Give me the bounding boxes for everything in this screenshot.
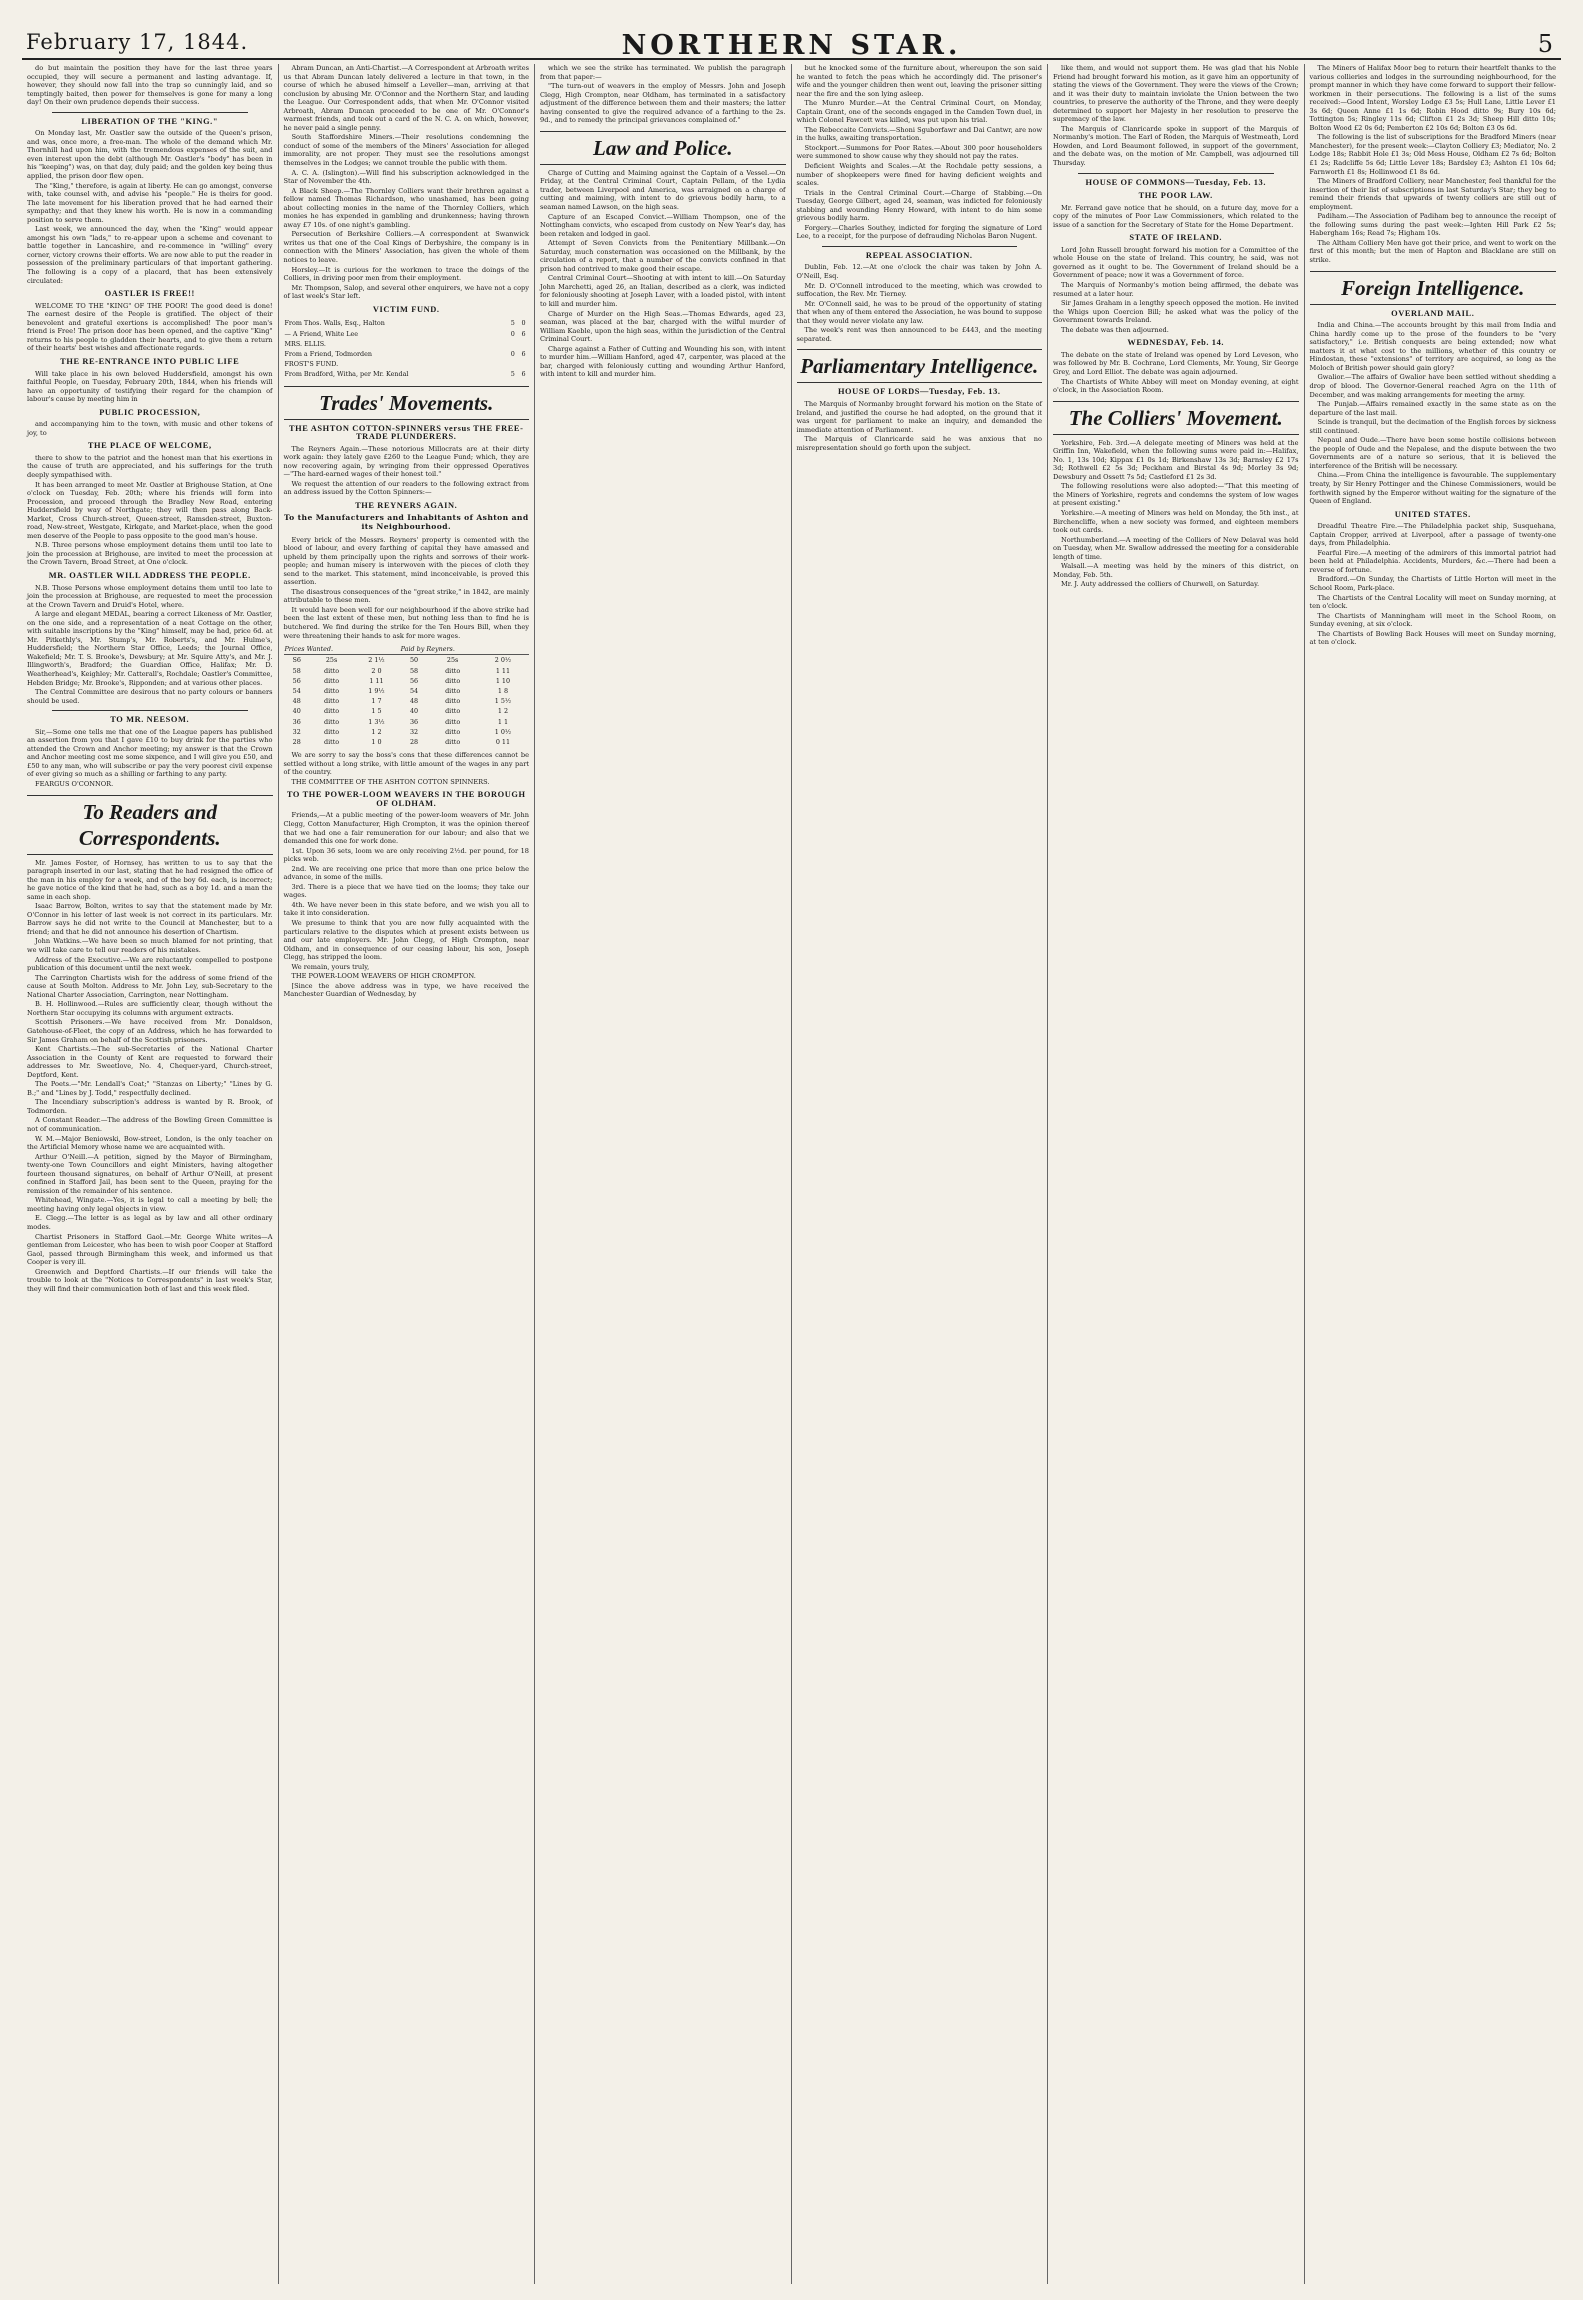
paragraph: Mr. O'Connell said, he was to be proud of the opportunity of stating that when any of them entered the Association, he was bound to suppose that they would never violate any law.	[796, 299, 1042, 325]
page-number: 5	[1537, 30, 1553, 58]
prices-cell: ditto	[445, 686, 461, 695]
paragraph: South Staffordshire Miners.—Their resolutions condemning the conduct of some of the members of the Miners' Association for alleged immorality, are not proper. They must see the resolutions amongst themselves in the Lodges; we cannot trouble the public with them.	[283, 133, 529, 168]
prices-cell: 1 3½	[368, 717, 385, 726]
article-heading: WEDNESDAY, Feb. 14.	[1127, 338, 1225, 348]
prices-cell: ditto	[324, 707, 340, 716]
paragraph: The disastrous consequences of the "great strike," in 1842, are mainly attributable to these men.	[283, 587, 529, 605]
paragraph: India and China.—The accounts brought by this mail from India and China hardly come up to the prose of the founders to be "very satisfactory," i.e. British conquests are being extended; now what matters it at what cost to the millions, whether of this country or Hindostan, these "extensions" of territory are acquired, so long as the Moloch of British power should gain glory?	[1309, 321, 1556, 372]
prices-row	[284, 706, 530, 716]
prices-cell: ditto	[324, 727, 340, 736]
article-heading: THE RE-ENTRANCE INTO PUBLIC LIFE	[60, 356, 240, 366]
prices-cell: 54	[292, 686, 301, 695]
prices-row	[284, 676, 530, 686]
article-heading: OASTLER IS FREE!!	[104, 289, 195, 299]
paragraph: China.—From China the intelligence is favourable. The supplementary treaty, by Sir Henry Pottinger and the Chinese Commissioners, would be forthwith signed by the Emperor without waiting for the signature of the Queen of England.	[1309, 471, 1556, 506]
paragraph: Charge of Cutting and Maiming against the Captain of a Vessel.—On Friday, at the Central Criminal Court, Captain Pellam, of the Lydia trader, between Liverpool and America, was arraigned on a charge of cutting and maiming, with intent to do grievous bodily harm, to a seaman named Lawson, on the high seas.	[540, 168, 786, 212]
subheading: To the Manufacturers and Inhabitants of Ashton and its Neighbourhood.	[283, 513, 529, 531]
paragraph: A Constant Reader.—The address of the Bowling Green Committee is not of communication.	[27, 1116, 273, 1133]
paragraph: Capture of an Escaped Convict.—William Thompson, one of the Nottingham convicts, who escaped from custody on New Year's day, has been retaken and lodged in gaol.	[540, 212, 786, 238]
paragraph: We are sorry to say the boss's cons that these differences cannot be settled without a long strike, with little amount of the wages in any part of the country.	[283, 751, 529, 777]
paragraph: Scottish Prisoners.—We have received from Mr. Donaldson, Gatehouse-of-Fleet, the copy of an Address, which he has forwarded to Sir James Graham on behalf of the Scottish prisoners.	[27, 1018, 273, 1044]
paragraph: The Marquis of Normanby brought forward his motion on the State of Ireland, and justified the course he had adopted, on the ground that it was urgent for parliament to make an inquiry, and demanded the immediate attention of Parliament.	[796, 399, 1042, 434]
paragraph: Forgery.—Charles Southey, indicted for forging the signature of Lord Lee, to a receipt, for the purpose of defrauding Nicholas Baron Nugent.	[796, 223, 1042, 241]
paragraph: Isaac Barrow, Bolton, writes to say that the statement made by Mr. O'Connor in his letter of last week is not correct in its particulars. Mr. Barrow says he did not write to the Council at Manchester, but to a friend; and that he did not announce his desertion of Chartism.	[27, 902, 273, 936]
prices-row	[284, 666, 530, 676]
fund-cell: 6	[521, 329, 526, 338]
paragraph: Yorkshire.—A meeting of Miners was held on Monday, the 5th inst., at Birchencliffe, when a new society was formed, and eighteen members took out cards.	[1053, 508, 1299, 535]
paragraph: The Miners of Halifax Moor beg to return their heartfelt thanks to the various collieries and lodges in the surrounding neighbourhood, for the prompt manner in which they have come forward to support their fellow-workmen in their persecutions. The following is a list of the sums received:—Good Intent, Worsley Lodge £3 5s; Hull Lane, Little Lever £1 3s 6d; Queen Anne £1 1s 6d; Robin Hood ditto 9s; Bury 10s 6d; Tottington 5s; Ringley 11s 6d; Clifton £1 2s 3d; Sheep Hill ditto 10s; Bolton Wood £2 0s 6d; Pemberton £2 10s 6d; Bolton £3 0s 6d.	[1309, 64, 1556, 132]
prices-cell: 2 0	[371, 666, 382, 675]
paragraph: Charge against a Father of Cutting and Wounding his son, with intent to murder him.—William Hanford, aged 47, carpenter, was placed at the bar, charged with feloniously cutting and wounding Arthur Hanford, with intent to kill and murder him.	[540, 344, 786, 379]
paragraph: FEARGUS O'CONNOR.	[35, 780, 114, 789]
prices-cell: 25s	[325, 656, 338, 665]
paragraph: and accompanying him to the town, with music and other tokens of joy, to	[27, 420, 273, 437]
paragraph: The Punjab.—Affairs remained exactly in the same state as on the departure of the last mail.	[1309, 400, 1556, 417]
paragraph: Address of the Executive.—We are reluctantly compelled to postpone publication of this document until the next week.	[27, 955, 273, 973]
masthead	[22, 28, 1561, 60]
prices-row	[284, 727, 530, 737]
fund-row	[284, 349, 530, 359]
paragraph: Gwalior.—The affairs of Gwalior have been settled without shedding a drop of blood. The Governor-General reached Agra on the 11th of December, and was making arrangements for meeting the army.	[1309, 373, 1556, 399]
column-2	[279, 64, 536, 2284]
paragraph: which we see the strike has terminated. We publish the paragraph from that paper:—	[540, 64, 786, 81]
prices-cell: ditto	[324, 697, 340, 706]
prices-cell: S6	[292, 656, 301, 665]
fund-cell: 6	[521, 349, 526, 358]
prices-cell: 1 2	[371, 727, 382, 736]
paragraph: like them, and would not support them. He was glad that his Noble Friend had brought forward his motion, as it gave him an opportunity of stating the views of the Government. They were the views of the Crown; and it was their duty to maintain inviolate the Union between the two countries, to preserve the authority of the Throne, and they were deeply determined to support her Majesty in her resolution to preserve the supremacy of the law.	[1053, 64, 1299, 124]
paragraph: The Chartists of White Abbey will meet on Monday evening, at eight o'clock, in the Association Room.	[1053, 377, 1299, 395]
fund-cell	[518, 339, 529, 349]
paragraph: Chartist Prisoners in Stafford Gaol.—Mr. George White writes—A gentleman from Leicester, who has been to wish poor Cooper at Stafford Gaol, passed through Birmingham this week, and informed us that Cooper is very ill.	[27, 1232, 273, 1267]
fund-row	[284, 339, 530, 349]
article-heading: THE ASHTON COTTON-SPINNERS versus THE FREE-TRADE PLUNDERERS.	[288, 423, 524, 442]
section-heading: Law and Police.	[540, 131, 786, 165]
paragraph: Walsall.—A meeting was held by the miners of this district, on Monday, Feb. 5th.	[1053, 562, 1299, 579]
paragraph: The Miners of Bradford Colliery, near Manchester, feel thankful for the insertion of their list of subscriptions in last Saturday's Star; they beg to remind their friends that upwards of twenty colliers are still out of employment.	[1309, 177, 1556, 211]
paragraph: Horsley.—It is curious for the workmen to trace the doings of the Colliers, in driving poor men from their employment.	[283, 265, 529, 283]
paragraph: 2nd. We are receiving one price that more than one price below the advance, in some of the mills.	[283, 864, 529, 882]
prices-cell: 1 2	[497, 707, 509, 716]
prices-cell: 56	[292, 676, 301, 685]
prices-cell: 50	[409, 656, 419, 665]
paragraph: The Central Committee are desirous that no party colours or banners should be used.	[27, 688, 273, 705]
prices-cell: 28	[409, 737, 419, 746]
fund-cell: 6	[521, 370, 526, 379]
paragraph: Deficient Weights and Scales.—At the Rochdale petty sessions, a number of shopkeepers were fined for having deficient weights and scales.	[796, 162, 1042, 188]
paragraph: N.B. Those Persons whose employment detains them until too late to join the procession at Brighouse, are requested to meet the procession at the Crown Tavern and Druid's Hotel, where.	[27, 583, 273, 609]
prices-cell: ditto	[445, 727, 461, 736]
paragraph: Abram Duncan, an Anti-Chartist.—A Correspondent at Arbroath writes us that Abram Duncan lately delivered a lecture in that town, in the course of which he abused himself a Leveller—man, arriving at that conclusion by abusing Mr. O'Connor and the Northern Star, and lauding the League. Our Correspondent adds, that when Mr. O'Connor visited Arbroath, Abram Duncan proceeded to be one of Mr. O'Connor's warmest friends, and took out a card of the N. C. A. on which, however, he never paid a single penny.	[283, 64, 529, 132]
prices-cell: 0 11	[495, 737, 511, 746]
fund-cell: FROST'S FUND.	[284, 360, 339, 369]
section-heading: Foreign Intelligence.	[1310, 271, 1557, 305]
paragraph: It has been arranged to meet Mr. Oastler at Brighouse Station, at One o'clock on Tuesday, Feb. 20th; where his friends will form into Procession, and proceed through the Bradley New Road, entering Huddersfield by way of Northgate; they will then pass along Back-Market, Cross Church-street, Queen-street, Ramsden-street, Buxton-road, New-street, Westgate, Kirkgate, and Market-place, when the good men deserve of the People to pass opposite to the good man's house.	[27, 480, 273, 540]
fund-title: VICTIM FUND.	[372, 304, 440, 314]
paragraph: do but maintain the position they have for the last three years occupied, they will secure a permanent and lasting advantage. If, however, they should now fall into the trap so cunningly laid, and so temptingly baited, then power for themselves is gone for many a long day! On their own prudence depends their success.	[27, 64, 273, 107]
paragraph: The Reyners Again.—These notorious Millocrats are at their dirty work again: they lately gave £260 to the League Fund; which, they are now recovering again, by wringing from their oppressed Operatives—"The hard-earned wages of their honest toil."	[283, 444, 529, 479]
newspaper-title: NORTHERN STAR.	[621, 30, 962, 61]
fund-cell: 5	[510, 319, 515, 328]
prices-row	[284, 696, 530, 706]
paragraph: The Marquis of Normanby's motion being affirmed, the debate was resumed at a later hour.	[1053, 281, 1299, 298]
paragraph: The week's rent was then announced to be £443, and the meeting separated.	[796, 326, 1042, 343]
prices-cell: 36	[292, 717, 301, 726]
paragraph: The Marquis of Clanricarde spoke in support of the Marquis of Normanby's motion. The Earl of Roden, the Marquis of Westmeath, Lord Howden, and Lord Beaumont followed, in support of the government, and the debate was, on the motion of Mr. Campbell, was adjourned till Thursday.	[1053, 124, 1299, 168]
paragraph: Dublin, Feb. 12.—At one o'clock the chair was taken by John A. O'Neill, Esq.	[796, 263, 1042, 281]
fund-row	[284, 359, 530, 369]
prices-cell: 1 7	[371, 697, 382, 706]
article-heading: STATE OF IRELAND.	[1129, 233, 1223, 243]
article-heading: TO MR. NEESOM.	[110, 715, 190, 725]
paragraph: The following is the list of subscriptions for the Bradford Miners (near Manchester), for the present week:—Clayton Colliery £3; Mediator, No. 2 Lodge 18s; Rabbit Hole £1 3s; Old Mess House, Oldham £2 7s 6d; Bolton £1 2s; Radcliffe 5s 6d; Little Lever 18s; Bardsley £3; Ashton £1 10s 6d; Farnworth £1 8s; Hollinwood £1 8s 6d.	[1309, 133, 1556, 176]
prices-cell: 40	[409, 707, 419, 716]
fund-row	[284, 369, 530, 379]
prices-cell: 40	[292, 707, 301, 716]
prices-row	[284, 717, 530, 727]
section-heading: To Readers and Correspondents.	[27, 795, 273, 855]
paragraph: The debate was then adjourned.	[1061, 325, 1169, 334]
prices-cell: 1 9½	[368, 686, 385, 695]
fund-cell: MRS. ELLIS.	[284, 339, 326, 348]
prices-cell: ditto	[445, 666, 461, 675]
fund-cell: 0	[521, 319, 526, 328]
paragraph: A large and elegant MEDAL, bearing a correct Likeness of Mr. Oastler, on the one side, and a representation of a neat Cottage on the other, with suitable inscriptions by the "King" himself, may be had, price 6d. at Mr. Pitkethly's, Mr. Stump's, Mr. Roberts's, and Mr. Hulme's, Huddersfield; the Northern Star Office, Leeds; the Journal Office, Wakefield; Mr. T. S. Brooke's, Dewsbury; at Mr. Squire Atty's, and Mr. J. Illingworth's, Bradford; the Guardian Office, Halifax; Mr. D. Weatherhead's, Keighley; Mr. Catterall's, Rochdale; Oastler's Committee, Hebden Bridge; Mr. Brooke's, Ripponden; and at various other places.	[27, 610, 273, 687]
paragraph: Mr. D. O'Connell introduced to the meeting, which was crowded to suffocation, the Rev. Mr. Tierney.	[796, 281, 1042, 299]
column-5	[1048, 64, 1305, 2284]
prices-cell: 32	[292, 727, 301, 736]
paragraph: E. Clegg.—The letter is as legal as by law and all other ordinary modes.	[27, 1214, 273, 1231]
paragraph: but he knocked some of the furniture about, whereupon the son said he wanted to fetch the peas which he accordingly did. The prisoner's wife and the younger children then went out, leaving the prisoner sitting near the fire and the son lying asleep.	[796, 64, 1042, 98]
paragraph: The Chartists of Manningham will meet in the School Room, on Sunday evening, at six o'clock.	[1309, 611, 1556, 629]
paragraph: We request the attention of our readers to the following extract from an address issued by the Cotton Spinners:—	[283, 479, 529, 497]
paragraph: The "King," therefore, is again at liberty. He can go amongst, converse with, take counsel with, and advise his "people." He is theirs for good. The late movement for his liberation proved that he had earned their sympathy; and that they knew his worth. He is now in a commanding position to serve them.	[27, 181, 273, 224]
prices-cell: ditto	[324, 676, 340, 685]
prices-cell: ditto	[324, 717, 340, 726]
paragraph: Every brick of the Messrs. Reyners' property is cemented with the blood of labour, and every farthing of capital they have amassed and upheld by them principally upon the rights and sorrows of their work-people; and human misery is interwoven with the pieces of cloth they send to the market. This statement, mind inconceivable, is proved this assertion.	[283, 535, 529, 587]
paragraph: Fearful Fire.—A meeting of the admirers of this immortal patriot had been held at Philadelphia. Accidents, Murders, &c.—There had been a reverse of fortune.	[1309, 548, 1556, 574]
paragraph: Persecution of Berkshire Colliers.—A correspondent at Swanwick writes us that one of the Coal Kings of Derbyshire, the company is in connection with the Miners' Association, has given the whole of them notices to leave.	[283, 230, 529, 265]
paragraph: Whitehead, Wingate.—Yes, it is legal to call a meeting by bell; the meeting having only legal objects in view.	[27, 1196, 273, 1213]
prices-cell: 1 1	[497, 717, 509, 726]
paragraph: We remain, yours truly,	[291, 962, 370, 971]
fund-row	[284, 318, 530, 328]
fund-cell: From Thos. Walls, Esq., Halton	[284, 319, 385, 328]
prices-cell: 32	[409, 727, 419, 736]
paragraph: Sir James Graham in a lengthy speech opposed the motion. He invited the Whigs upon Coercion Bill; he asked what was the policy of the Government towards Ireland.	[1053, 299, 1299, 325]
paragraph: Nepaul and Oude.—There have been some hostile collisions between the people of Oude and the Nepalese, and the dispute between the two Governments are of a nature so serious, that it is believed the interference of the British will be necessary.	[1309, 436, 1556, 470]
prices-header: Paid by Reyners.	[400, 644, 529, 655]
prices-cell: ditto	[445, 737, 461, 746]
paragraph: Padiham.—The Association of Padiham beg to announce the receipt of the following sums during the past week:—Ighten Hill Park £2 5s; Habergham 16s; Read 7s; Higham 10s.	[1309, 212, 1556, 238]
paragraph: The debate on the state of Ireland was opened by Lord Leveson, who was followed by Mr. B. Cochrane, Lord Clements, Mr. Young, Sir George Grey, and Lord Elliot. The debate was again adjourned.	[1053, 350, 1299, 376]
fund-cell	[507, 339, 518, 349]
prices-cell: ditto	[324, 737, 340, 746]
prices-cell: 1 10	[495, 676, 511, 685]
fund-cell: From a Friend, Todmorden	[284, 349, 373, 358]
divider-rule	[52, 710, 248, 711]
prices-header-row	[284, 644, 530, 655]
prices-cell: ditto	[445, 717, 461, 726]
paragraph: Central Criminal Court—Shooting at with intent to kill.—On Saturday John Marchetti, aged 26, an Italian, described as a clerk, was indicted for feloniously shooting at Joseph Laver, with a loaded pistol, with intent to kill and murder him.	[540, 274, 786, 309]
prices-cell: 28	[292, 737, 301, 746]
article-heading: HOUSE OF COMMONS—Tuesday, Feb. 13.	[1085, 177, 1267, 187]
paragraph: B. H. Hollinwood.—Rules are sufficiently clear, though without the Northern Star occupying its columns with argument extracts.	[27, 1000, 273, 1017]
prices-cell: 58	[409, 666, 419, 675]
paragraph: Friends,—At a public meeting of the power-loom weavers of Mr. John Clegg, Cotton Manufacturer, High Crompton, it was the opinion thereof that we had one a fair remuneration for our labour; and also that we demanded this one for work done.	[283, 811, 529, 846]
paragraph: THE COMMITTEE OF THE ASHTON COTTON SPINNERS.	[291, 777, 490, 786]
section-heading: Parliamentary Intelligence.	[797, 349, 1043, 383]
paragraph: there to show to the patriot and the honest man that his exertions in the cause of truth are appreciated, and his sufferings for the truth deeply sympathised with.	[27, 453, 273, 479]
prices-row	[284, 686, 530, 696]
article-heading: REPEAL ASSOCIATION.	[865, 250, 973, 260]
prices-cell: 58	[292, 666, 301, 675]
article-heading: UNITED STATES.	[1394, 509, 1471, 519]
paragraph: A Black Sheep.—The Thornley Colliers want their brethren against a fellow named Thomas Richardson, who unashamed, has been going about collecting monies in the name of the Thornley Colliers, which monies he has expended in gambling and drunkenness; having thrown away £7 10s. of one night's gambling.	[283, 186, 529, 229]
fund-cell: 5	[510, 370, 515, 379]
paragraph: THE POWER-LOOM WEAVERS OF HIGH CROMPTON.	[291, 972, 476, 981]
paragraph: The Poets.—"Mr. Lendall's Coat;" "Stanzas on Liberty;" "Lines by G. B.;" and "Lines by J. Todd," respectfully declined.	[27, 1080, 273, 1097]
prices-cell: ditto	[445, 697, 461, 706]
paragraph: The Chartists of Bowling Back Houses will meet on Sunday morning, at ten o'clock.	[1309, 629, 1556, 647]
prices-cell: 48	[409, 697, 419, 706]
paragraph: W. M.—Major Beniowski, Bow-street, London, is the only teacher on the Artificial Memory whose name we are acquainted with.	[27, 1134, 273, 1152]
paragraph: Attempt of Seven Convicts from the Penitentiary Millbank.—On Saturday, much consternation was occasioned on the Millbank, by the circulation of a report, that a number of the convicts confined in that prison had contrived to make good their escape.	[540, 239, 786, 273]
divider-rule	[52, 112, 248, 113]
prices-cell: 1 0	[371, 737, 382, 746]
newspaper-columns	[22, 64, 1561, 2284]
prices-row	[284, 655, 530, 666]
paragraph: The Rebeccaite Convicts.—Shoni Sguborfawr and Dai Cantwr, are now in the hulks, awaiting transportation.	[796, 125, 1042, 143]
section-heading: The Colliers' Movement.	[1053, 401, 1299, 435]
divider-rule	[822, 246, 1018, 247]
article-heading: LIBERATION OF THE "KING."	[81, 116, 219, 126]
paragraph: Scinde is tranquil, but the decimation of the English forces by sickness still continued.	[1309, 418, 1556, 435]
paragraph: The Carrington Chartists wish for the address of some friend of the cause at South Molton. Address to Mr. John Ley, sub-Secretary to the National Charter Association, Carrington, near Nottingham.	[27, 973, 273, 999]
paragraph: Will take place in his own beloved Huddersfield, amongst his own faithful People, on Tuesday, February 20th, 1844, when his friends will have an opportunity of testifying their regard for the champion of labour's cause by meeting him in	[27, 369, 273, 404]
paragraph: The following resolutions were also adopted:—"That this meeting of the Miners of Yorkshire, regrets and condemns the system of low wages at present existing."	[1053, 482, 1299, 508]
paragraph: N.B. Three persons whose employment detains them until too late to join the procession at Brighouse, are invited to meet the procession at the Crown Tavern, Broad Street, at One o'clock.	[27, 541, 273, 567]
paragraph: WELCOME TO THE "KING" OF THE POOR! The good deed is done! The earnest desire of the People is gratified. The object of their benevolent and grateful exertions is accomplished! The poor man's friend is Free! The prison door has been opened, and the captive "King" returns to his people to gladden their hearts, and to give them a return of their hearts' best wishes and affectionate regards.	[27, 301, 273, 353]
paragraph: The Munro Murder.—At the Central Criminal Court, on Monday, Captain Grant, one of the seconds engaged in the Camden Town duel, in which Colonel Fawcett was killed, was put upon his trial.	[796, 99, 1042, 125]
paragraph: Lord John Russell brought forward his motion for a Committee of the whole House on the state of Ireland. This country, he said, was not governed as it ought to be. The Government of Ireland should be a Government of peace; now it was a Government of force.	[1053, 245, 1299, 280]
article-heading: MR. OASTLER WILL ADDRESS THE PEOPLE.	[48, 570, 251, 580]
column-3	[535, 64, 792, 2284]
paragraph: Stockport.—Summons for Poor Rates.—About 300 poor householders were summoned to show cause why they should not pay the rates.	[796, 143, 1042, 161]
article-heading: HOUSE OF LORDS—Tuesday, Feb. 13.	[837, 387, 1001, 397]
column-1	[22, 64, 279, 2284]
paragraph: We presume to think that you are now fully acquainted with the particulars relative to the disputes which at present exists between us and our late employers. Mr. John Clegg, of High Crompton, near Oldham, and in consequence of our ceasing labour, his son, Joseph Clegg, has stripped the loom.	[283, 918, 529, 962]
paragraph: Greenwich and Deptford Chartists.—If our friends will take the trouble to look at the "Notices to Correspondents" in last week's Star, they will find their communication both of last and this week filed.	[27, 1267, 273, 1293]
paragraph: Mr. James Foster, of Hornsey, has written to us to say that the paragraph inserted in our last, stating that he had resigned the office of the man in his employ for a week, and of the boy 6d. each, is incorrect; he gave notice of the kind that he had, such as a boy 1d. and a man the same in each shop.	[27, 858, 273, 901]
prices-cell: 1 0½	[494, 727, 512, 736]
fund-table	[284, 318, 530, 379]
paragraph: On Monday last, Mr. Oastler saw the outside of the Queen's prison, and was, once more, a free-man. The whole of the demand which Mr. Thornhill had upon him, with the tremendous expenses of the suit, and even interest upon the debt (although Mr. Oastler's "body" has been in his "keeping") was, on that day, duly paid; and the golden key being thus applied, the prison door flew open.	[27, 129, 273, 181]
prices-table	[284, 644, 530, 747]
paragraph: Arthur O'Neill.—A petition, signed by the Mayor of Birmingham, twenty-one Town Councillors and eight Ministers, having altogether fourteen thousand signatures, on behalf of Arthur O'Neill, at present confined in Stafford Jail, has been sent to the Queen, praying for the remission of the remainder of his sentence.	[27, 1152, 273, 1195]
prices-cell: 2 1½	[368, 656, 385, 665]
article-heading: THE POOR LAW.	[1138, 191, 1213, 201]
article-heading: PUBLIC PROCESSION,	[99, 407, 201, 417]
prices-cell: 25s	[446, 656, 459, 665]
fund-cell: 0	[510, 349, 515, 358]
paragraph: Mr. Thompson, Salop, and several other enquirers, we have not a copy of last week's Star left.	[283, 283, 529, 301]
paragraph: Last week, we announced the day, when the "King" would appear amongst his own "lads," to re-appear upon a scheme and covenant to battle together in Lancashire, and re-commence in "willing" every corner, victory crowns their efforts. We are now able to put the reader in possession of the preliminary particulars of that important gathering. The following is a copy of a placard, that has been extensively circulated:	[27, 225, 273, 285]
fund-row	[284, 329, 530, 339]
paragraph: "The turn-out of weavers in the employ of Messrs. John and Joseph Clegg, High Crompton, near Oldham, has terminated in a satisfactory adjustment of the difference between them and their masters; the latter having consented to give the required advance of a farthing to the 2s. 9d., and to remedy the principal grievances complained of."	[540, 82, 786, 125]
article-heading: THE REYNERS AGAIN.	[355, 500, 458, 510]
fund-cell: From Bradford, Witha, per Mr. Kendal	[284, 370, 409, 379]
prices-cell: 1 8	[497, 686, 509, 695]
column-6	[1305, 64, 1562, 2284]
column-4	[792, 64, 1049, 2284]
paragraph: It would have been well for our neighbourhood if the above strike had been the last extent of these men, but nothing less than to find he is butchered. We find during the strike for the Ten Hours Bill, when they were threatening their hands to ask for more wages.	[283, 605, 529, 640]
fund-cell: — A Friend, White Lee	[284, 329, 359, 338]
paragraph: Bradford.—On Sunday, the Chartists of Little Horton will meet in the School Room, Park-place.	[1309, 575, 1556, 592]
article-heading: THE PLACE OF WELCOME,	[87, 441, 212, 451]
paragraph: A. C. A. (Islington).—Will find his subscription acknowledged in the Star of November the 4th.	[283, 168, 529, 186]
paragraph: 1st. Upon 36 sets, loom we are only receiving 2½d. per pound, for 18 picks web.	[283, 846, 529, 864]
paragraph: Mr. Ferrand gave notice that he should, on a future day, move for a copy of the minutes of Poor Law Commissioners, which related to the issue of a sanction for the Secretary of State for the Home Department.	[1053, 203, 1299, 229]
paragraph: Northumberland.—A meeting of the Colliers of New Delaval was held on Tuesday, when Mr. Swallow addressed the meeting for a considerable length of time.	[1053, 535, 1299, 561]
prices-cell: ditto	[324, 686, 340, 695]
fund-cell	[507, 359, 518, 369]
issue-date: February 17, 1844.	[26, 30, 249, 54]
paragraph: 3rd. There is a piece that we have tied on the looms; they take our wages.	[283, 882, 529, 900]
paragraph: Mr. J. Auty addressed the colliers of Churwell, on Saturday.	[1061, 580, 1260, 589]
prices-cell: ditto	[445, 707, 461, 716]
section-heading: Trades' Movements.	[284, 386, 530, 420]
article-heading: OVERLAND MAIL.	[1391, 308, 1475, 318]
paragraph: 4th. We have never been in this state before, and we wish you all to take it into consideration.	[283, 900, 529, 918]
prices-cell: ditto	[445, 676, 461, 685]
paragraph: Yorkshire, Feb. 3rd.—A delegate meeting of Miners was held at the Griffin Inn, Wakefield, when the following sums were paid in:—Halifax, No. 1, 13s 10d; Kippax £1 0s 1d; Birkenshaw 13s 3d; Barnsley £2 17s 3d; Rothwell £2 5s 3d; Peckham and Birstal 4s 9d; Morley 3s 9d; Dewsbury and Ossett 7s 5d; Castleford £1 2s 3d.	[1053, 438, 1299, 481]
fund-cell: 0	[510, 329, 515, 338]
paragraph: Kent Chartists.—The sub-Secretaries of the National Charter Association in the County of Kent are requested to forward their addresses to Mr. Sweetlove, No. 4, Chequer-yard, Church-street, Deptford, Kent.	[27, 1045, 273, 1079]
paragraph: Sir,—Some one tells me that one of the League papers has published an assertion from you that I gave £10 to buy drink for the parties who attended the Crown and Anchor meeting; my answer is that the Crown and Anchor meeting cost me some sixpence, and I will give you £50, and £50 to any man, who will subscribe or pay the very poorest civil expense of ever giving so much as a shilling or farthing to any party.	[27, 727, 273, 779]
prices-cell: ditto	[324, 666, 340, 675]
article-heading: TO THE POWER-LOOM WEAVERS IN THE BOROUGH OF OLDHAM.	[286, 790, 526, 808]
paragraph: Dreadful Theatre Fire.—The Philadelphia packet ship, Susquehana, Captain Cropper, arrived at Liverpool, after a passage of twenty-one days, from Philadelphia.	[1309, 522, 1556, 548]
prices-row	[284, 737, 530, 747]
prices-header: Prices Wanted.	[284, 644, 400, 655]
prices-cell: 54	[409, 686, 419, 695]
paragraph: Trials in the Central Criminal Court.—Charge of Stabbing.—On Tuesday, George Gilbert, aged 24, seaman, was indicted for feloniously stabbing and wounding Henry Howard, with intent to do him some grievous bodily harm.	[796, 188, 1042, 223]
prices-cell: 1 5½	[494, 697, 512, 706]
paragraph: The Marquis of Clanricarde said he was anxious that no misrepresentation should go forth upon the subject.	[796, 435, 1042, 452]
fund-cell	[518, 359, 529, 369]
divider-rule	[1078, 173, 1274, 174]
prices-cell: 2 0½	[494, 656, 512, 665]
prices-cell: 1 11	[495, 666, 511, 675]
prices-cell: 1 5	[371, 707, 382, 716]
paragraph: The Altham Colliery Men have got their price, and went to work on the first of this month; but the men of Hapton and Blacklane are still on strike.	[1309, 238, 1556, 265]
paragraph: John Watkins.—We have been so much blamed for not printing, that we will take care to tell our readers of his mistakes.	[27, 937, 273, 955]
paragraph: The Incendiary subscription's address is wanted by R. Brook, of Todmorden.	[27, 1098, 273, 1115]
paragraph: [Since the above address was in type, we have received the Manchester Guardian of Wednesday, by	[283, 981, 529, 999]
prices-cell: 56	[409, 676, 419, 685]
paragraph: The Chartists of the Central Locality will meet on Sunday morning, at ten o'clock.	[1309, 593, 1556, 611]
prices-cell: 36	[409, 717, 419, 726]
paragraph: Charge of Murder on the High Seas.—Thomas Edwards, aged 23, seaman, was placed at the bar, charged with the wilful murder of William Kaeble, upon the high seas, within the jurisdiction of the Central Criminal Court.	[540, 309, 786, 344]
prices-cell: 48	[292, 697, 301, 706]
prices-cell: 1 11	[369, 676, 384, 685]
